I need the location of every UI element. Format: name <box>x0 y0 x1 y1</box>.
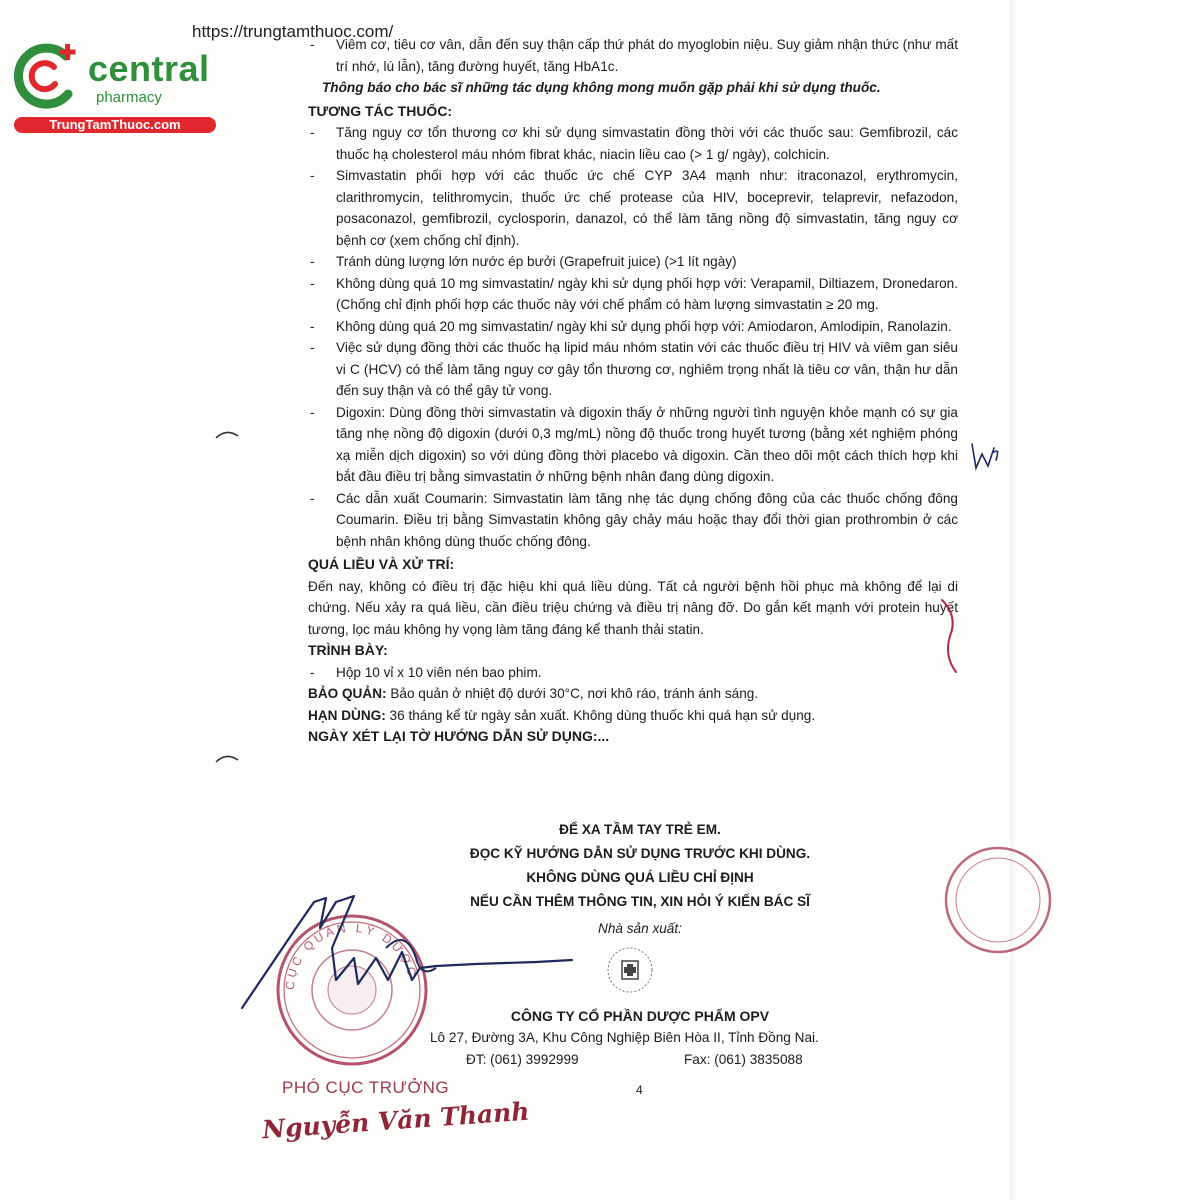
company-fax: Fax: (061) 3835088 <box>684 1052 803 1067</box>
margin-initial-mark <box>966 438 1006 478</box>
binder-hole-mark <box>214 750 244 770</box>
interaction-item: - Tăng nguy cơ tổn thương cơ khi sử dụng simvastatin đồng thời với các thuốc sau: Gemfibrozil, các thuốc hạ cholesterol máu nhóm fibrat khác, niacin liều cao (> 1 g/ ngày), colchicin. <box>310 125 958 162</box>
interaction-item: - Không dùng quá 20 mg simvastatin/ ngày khi sử dụng phối hợp với: Amiodaron, Amlodipin, Ranolazin. <box>310 318 952 334</box>
interaction-item: - Tránh dùng lượng lớn nước ép bưởi (Grapefruit juice) (>1 lít ngày) <box>310 254 737 269</box>
expiry-line: HẠN DÙNG: 36 tháng kể từ ngày sản xuất. Không dùng thuốc khi quá hạn sử dụng. <box>308 707 816 723</box>
handwritten-signature <box>236 888 596 1018</box>
warning-line: KHÔNG DÙNG QUÁ LIỀU CHỈ ĐỊNH <box>526 870 754 885</box>
warning-line: ĐỌC KỸ HƯỚNG DẪN SỬ DỤNG TRƯỚC KHI DÙNG. <box>469 846 811 861</box>
page-number: 4 <box>636 1083 643 1097</box>
warning-line: ĐỂ XA TẦM TAY TRẺ EM. <box>559 822 721 837</box>
company-emblem-icon <box>600 940 650 1000</box>
overdose-heading: QUÁ LIỀU VÀ XỬ TRÍ: <box>308 556 455 572</box>
binder-hole-mark <box>214 426 244 446</box>
company-name: CÔNG TY CỔ PHẦN DƯỢC PHẨM OPV <box>510 1008 770 1024</box>
leaflet-body <box>308 34 958 748</box>
interaction-item: - Các dẫn xuất Coumarin: Simvastatin làm tăng nhẹ tác dụng chống đông của các thuốc chống đông Coumarin. Điều trị bằng Simvastatin không gây chảy máu hoặc thay đổi thời gian prothrombin ở các bệnh nhân không dùng thuốc chống đông. <box>310 490 958 549</box>
official-title: PHÓ CỤC TRƯỞNG <box>282 1078 450 1097</box>
interaction-item: - Việc sử dụng đồng thời các thuốc hạ lipid máu nhóm statin với các thuốc điều trị HIV và viêm gan siêu vi C (HCV) có thể làm tăng nguy cơ gây tổn thương cơ, nghiêm trọng nhất là tiêu cơ vân, thận hư dẫn đến suy thận và có thể gây tử vong. <box>310 340 958 398</box>
official-name-signature: Nguyễn Văn Thanh <box>261 1096 531 1145</box>
manufacturer-label: Nhà sản xuất: <box>598 921 682 936</box>
page-edge-shadow <box>1010 0 1016 1200</box>
side-effect-item: - Viêm cơ, tiêu cơ vân, dẫn đến suy thận cấp thứ phát do myoglobin niệu. Suy giảm nhận thức (như mất trí nhớ, lú lẫn), tăng đường huyết, tăng HbA1c. <box>310 37 958 74</box>
logo-subtitle: pharmacy <box>96 89 162 106</box>
company-phone: ĐT: (061) 3992999 <box>466 1052 579 1067</box>
warning-line: NẾU CẦN THÊM THÔNG TIN, XIN HỎI Ý KIẾN BÁC SĨ <box>470 894 810 909</box>
interaction-item: - Simvastatin phối hợp với các thuốc ức chế CYP 3A4 mạnh như: itraconazol, erythromycin, clarithromycin, telithromycin, thuốc ức chế protease của HIV, boceprevir, telaprevir, nefazodon, posaconazol, gemfibrozil, cyclosporin, danazol, có thể làm tăng nồng độ simvastatin, tăng nguy cơ bệnh cơ (xem chống chỉ định). <box>310 168 958 248</box>
margin-red-mark <box>936 596 966 676</box>
presentation-heading: TRÌNH BÀY: <box>308 642 388 658</box>
overdose-text: Đến nay, không có điều trị đặc hiệu khi quá liều dùng. Tất cả người bệnh hồi phục mà không để lại di chứng. Nếu xảy ra quá liều, cần điều triệu chứng và điều trị nâng đỡ. Do gắn kết mạnh với protein huyết tương, lọc máu không hy vọng làm tăng đáng kể thanh thải statin. <box>308 578 958 637</box>
storage-line: BẢO QUẢN: Bảo quản ở nhiệt độ dưới 30°C, nơi khô ráo, tránh ánh sáng. <box>308 686 759 701</box>
central-pharmacy-logo[interactable] <box>8 38 218 138</box>
pharmacy-cross-icon <box>8 38 88 118</box>
interaction-item: - Digoxin: Dùng đồng thời simvastatin và digoxin thấy ở những người tình nguyện khỏe mạnh có sự gia tăng nhẹ nồng độ digoxin (dưới 0,3 mg/mL) nồng độ thuốc trong huyết tương (bằng xét nghiệm phóng xạ miễn dịch digoxin) so với dùng đồng thời placebo và digoxin. Cần theo dõi một cách thích hợp khi bắt đầu điều trị bằng simvastatin ở những bệnh nhân đang dùng digoxin. <box>310 404 958 484</box>
logo-wordmark: central <box>88 48 210 89</box>
source-url[interactable]: https://trungtamthuoc.com/ <box>192 22 394 41</box>
doctor-notice: Thông báo cho bác sĩ những tác dụng không mong muốn gặp phải khi sử dụng thuốc. <box>322 80 881 95</box>
partial-edge-stamp <box>930 845 1000 955</box>
stamp-text: CỤC QUẢN LÝ DƯỢC <box>282 920 420 991</box>
interaction-item: - Không dùng quá 10 mg simvastatin/ ngày khi sử dụng phối hợp với: Verapamil, Diltiazem, Dronedaron. (Chống chỉ định phối hợp các thuốc này với chế phẩm có hàm lượng simvastatin ≥ 20 mg. <box>310 275 958 312</box>
review-date-line: NGÀY XÉT LẠI TỜ HƯỚNG DẪN SỬ DỤNG:... <box>308 728 610 744</box>
company-address: Lô 27, Đường 3A, Khu Công Nghiệp Biên Hòa II, Tỉnh Đồng Nai. <box>430 1030 819 1045</box>
interactions-heading: TƯƠNG TÁC THUỐC: <box>308 102 453 119</box>
presentation-item: - Hộp 10 vỉ x 10 viên nén bao phim. <box>310 664 542 680</box>
logo-banner: TrungTamThuoc.com <box>14 117 216 133</box>
